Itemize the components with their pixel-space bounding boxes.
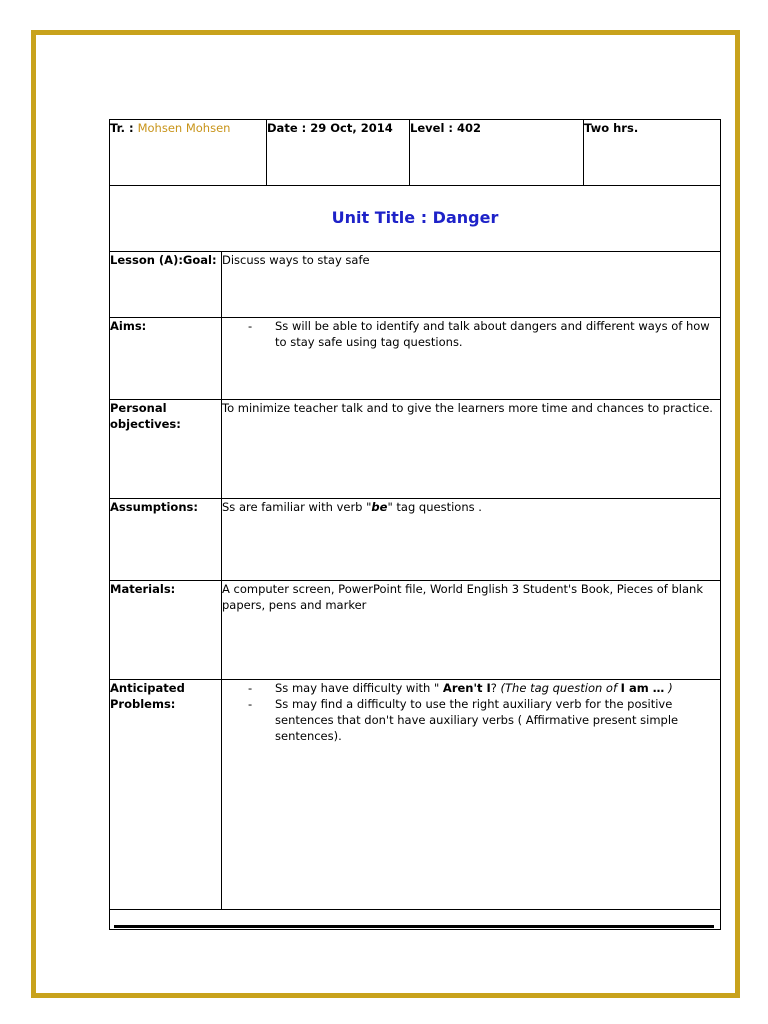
problem1-close: ) [668,681,673,695]
materials-row [110,581,721,680]
aims-list [222,318,720,350]
unit-title-row [110,186,721,252]
lesson-plan-table [109,119,721,930]
unit-title-cell [110,186,721,252]
anticipated-problems-label [110,680,222,910]
aims-content [222,318,721,400]
level-cell: Level : 402 [410,120,584,186]
teacher-name: Mohsen Mohsen [137,121,231,135]
header-row [110,120,721,186]
aims-row [110,318,721,400]
problem1-text-a: Ss may have difficulty with " [275,681,443,695]
problem-bullet-2: - Ss may find a difficulty to use the right auxiliary verb for the positive sentences that don't have auxiliary verbs ( Affirmative present simple sentences). [272,696,720,744]
teacher-label: Tr. : [110,121,138,135]
bottom-rule [114,925,714,928]
assumptions-text-a: Ss are familiar with verb " [222,500,372,514]
materials-text: A computer screen, PowerPoint file, World English 3 Student's Book, Pieces of blank papers, pens and marker [222,581,721,680]
assumptions-row [110,499,721,581]
assumptions-text-c: " tag questions . [387,500,482,514]
teacher-cell [110,120,267,186]
unit-title: Unit Title : Danger [331,208,499,227]
problems-list [222,680,720,744]
problem-bullet-1 [272,680,720,696]
aims-bullet: - Ss will be able to identify and talk about dangers and different ways of how to stay safe using tag questions. [272,318,720,350]
problem1-arent-i: Aren't I [442,681,491,695]
personal-label-line2: objectives: [110,417,181,431]
problems-label-line1: Anticipated [110,681,185,695]
materials-label: Materials: [110,581,222,680]
date-cell: Date : 29 Oct, 2014 [267,120,410,186]
assumptions-verb-be: be [371,500,388,514]
personal-objectives-text: To minimize teacher talk and to give the learners more time and chances to practice. [222,400,721,499]
anticipated-problems-content [222,680,721,910]
personal-objectives-label [110,400,222,499]
personal-label-line1: Personal [110,401,167,415]
goal-text: Discuss ways to stay safe [222,252,721,318]
goal-label: Lesson (A):Goal: [110,252,222,318]
anticipated-problems-row [110,680,721,910]
duration-cell: Two hrs. [584,120,721,186]
problem1-i-am: I am … [620,681,669,695]
problem1-text-c: ? [490,681,501,695]
assumptions-text [222,499,721,581]
goal-row [110,252,721,318]
assumptions-label: Assumptions: [110,499,222,581]
personal-objectives-row [110,400,721,499]
problem1-note: (The tag question of [500,681,621,695]
aims-label: Aims: [110,318,222,400]
problems-label-line2: Problems: [110,697,176,711]
